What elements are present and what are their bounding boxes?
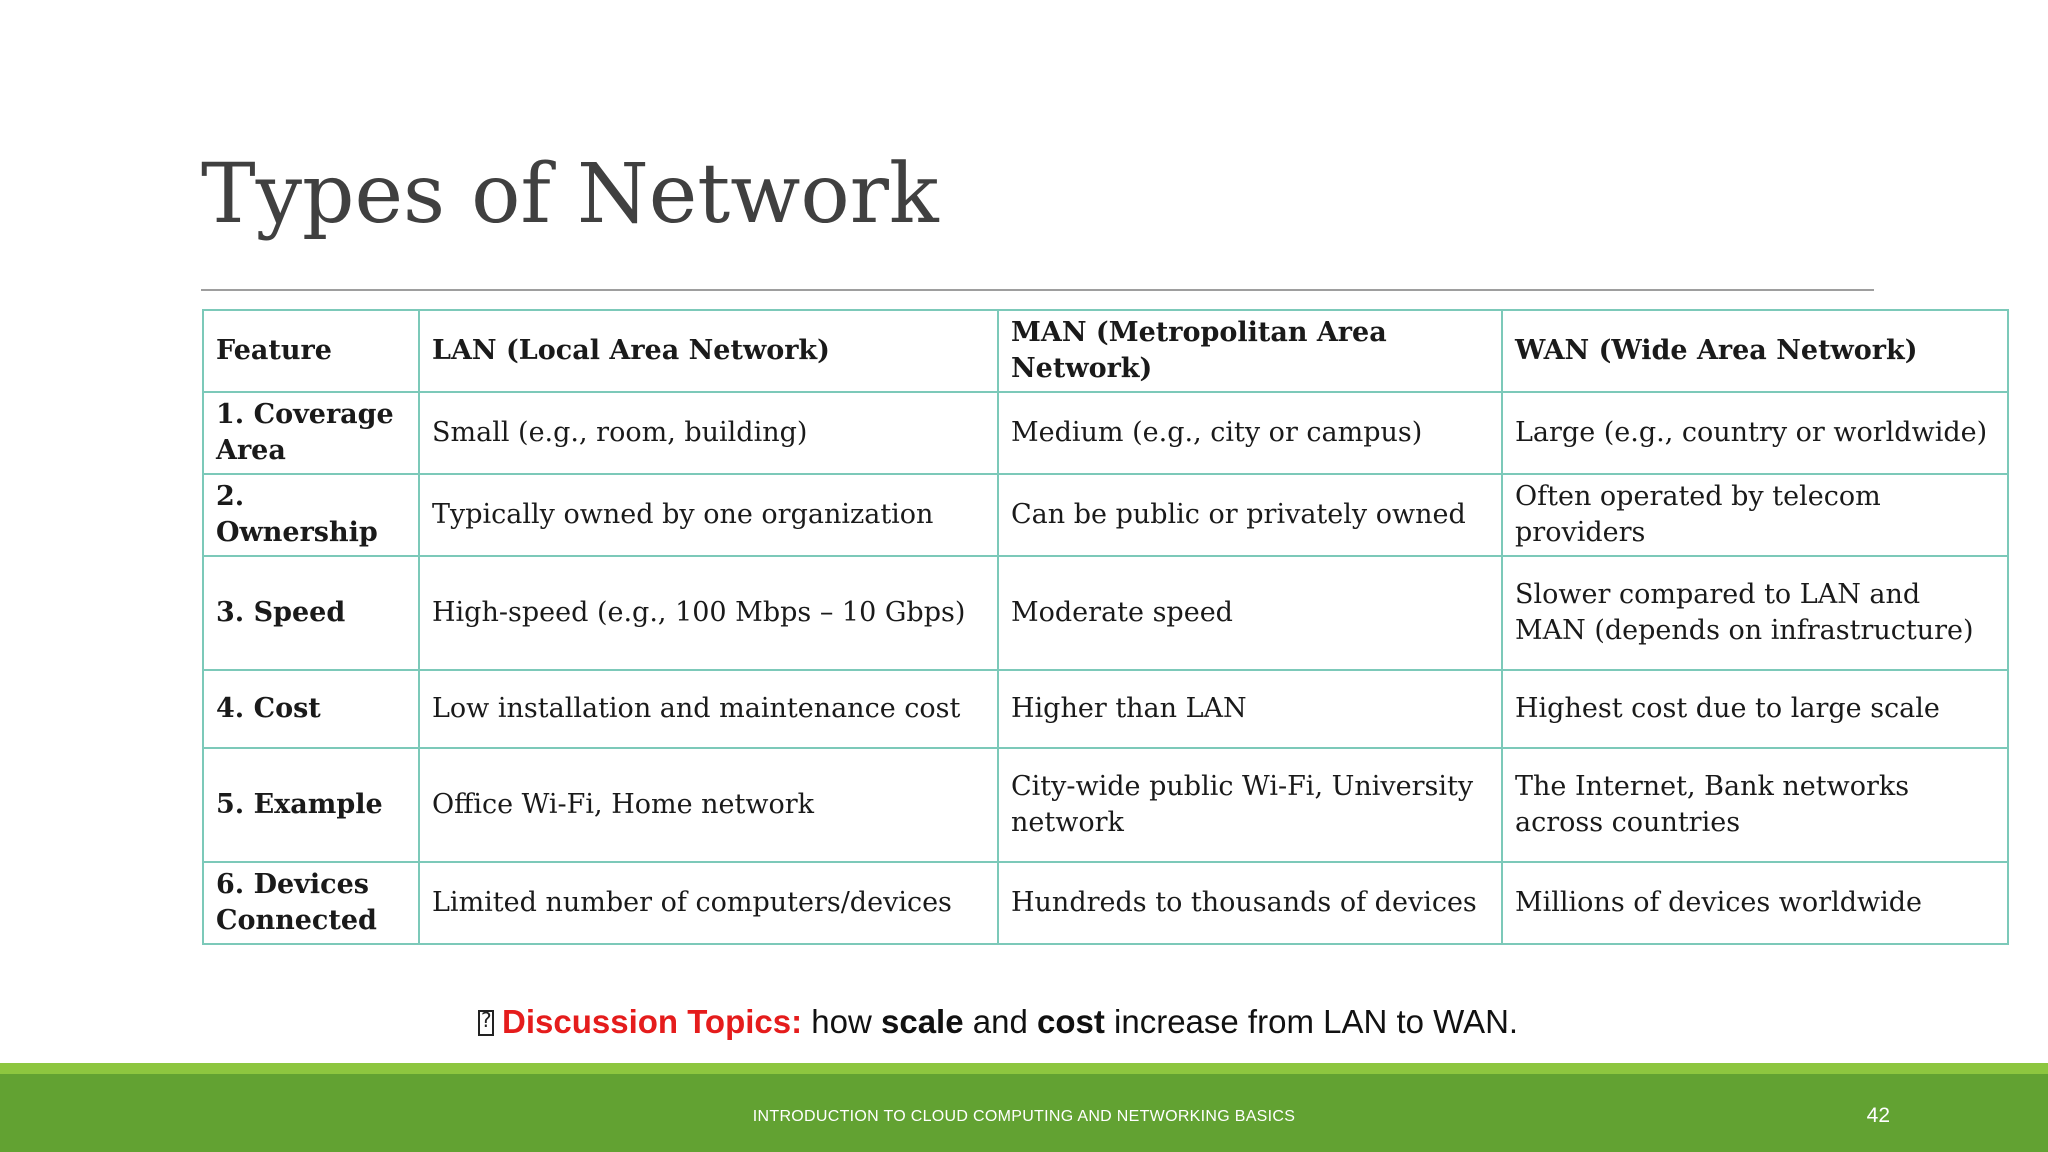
lan-cell: Small (e.g., room, building) (419, 392, 998, 474)
header-cell-wan: WAN (Wide Area Network) (1502, 310, 2008, 392)
man-cell: City-wide public Wi-Fi, University network (998, 748, 1502, 862)
table-row (203, 670, 2008, 748)
discussion-text: and (963, 1003, 1037, 1040)
feature-cell: 1. Coverage Area (203, 392, 419, 474)
lan-cell: High-speed (e.g., 100 Mbps – 10 Gbps) (419, 556, 998, 670)
table-header-row (203, 310, 2008, 392)
discussion-label: Discussion Topics: (502, 1003, 803, 1040)
feature-cell: 4. Cost (203, 670, 419, 748)
header-cell-man: MAN (Metropolitan Area Network) (998, 310, 1502, 392)
page-number: 42 (1866, 1104, 1890, 1127)
question-box-icon (478, 1010, 494, 1036)
lan-cell: Limited number of computers/devices (419, 862, 998, 944)
footer-course-title: INTRODUCTION TO CLOUD COMPUTING AND NETWORKING BASICS (752, 1108, 1296, 1125)
footer-accent-stripe (0, 1063, 2048, 1074)
discussion-emphasis-scale: scale (881, 1003, 964, 1040)
man-cell: Medium (e.g., city or campus) (998, 392, 1502, 474)
wan-cell: Highest cost due to large scale (1502, 670, 2008, 748)
wan-cell: Large (e.g., country or worldwide) (1502, 392, 2008, 474)
man-cell: Moderate speed (998, 556, 1502, 670)
table-row (203, 392, 2008, 474)
header-cell-lan: LAN (Local Area Network) (419, 310, 998, 392)
table-row (203, 474, 2008, 556)
table-row (203, 556, 2008, 670)
table-row (203, 748, 2008, 862)
lan-cell: Typically owned by one organization (419, 474, 998, 556)
wan-cell: Slower compared to LAN and MAN (depends on infrastructure) (1502, 556, 2008, 670)
man-cell: Can be public or privately owned (998, 474, 1502, 556)
wan-cell: The Internet, Bank networks across countries (1502, 748, 2008, 862)
header-cell-feature: Feature (203, 310, 419, 392)
discussion-text: how (802, 1003, 881, 1040)
feature-cell: 2. Ownership (203, 474, 419, 556)
discussion-topics (478, 1003, 1518, 1041)
slide-title: Types of Network (201, 147, 939, 242)
feature-cell: 6. Devices Connected (203, 862, 419, 944)
feature-cell: 5. Example (203, 748, 419, 862)
man-cell: Hundreds to thousands of devices (998, 862, 1502, 944)
feature-cell: 3. Speed (203, 556, 419, 670)
wan-cell: Millions of devices worldwide (1502, 862, 2008, 944)
lan-cell: Office Wi-Fi, Home network (419, 748, 998, 862)
discussion-text: increase from LAN to WAN. (1104, 1003, 1519, 1040)
title-divider (201, 289, 1874, 291)
wan-cell: Often operated by telecom providers (1502, 474, 2008, 556)
man-cell: Higher than LAN (998, 670, 1502, 748)
table-row (203, 862, 2008, 944)
discussion-emphasis-cost: cost (1037, 1003, 1105, 1040)
network-comparison-table (202, 309, 2009, 945)
lan-cell: Low installation and maintenance cost (419, 670, 998, 748)
